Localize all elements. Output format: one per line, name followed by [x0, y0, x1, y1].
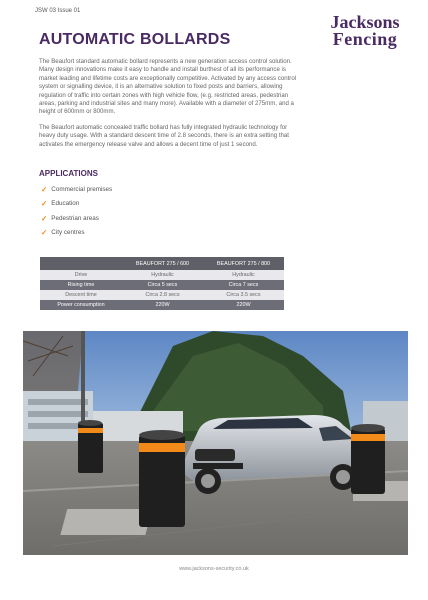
bollards-photo [23, 331, 408, 555]
hydraulic-paragraph: The Beaufort automatic concealed traffic bollard has fully integrated hydraulic technology for heavy duty usage. With a standard descent time of 2.8 seconds, there is an extra setting that activates the emergency release valve and allows a decent time of just 1 second. [39, 124, 289, 148]
intro-paragraph: The Beaufort standard automatic bollard represents a new generation access control solution. Many design innovations make it easy to handle and install burthest of all its performance is market leading and lifetime costs are exceptionally competitive. Activated by any access control system or signalling device, it is an alternative solution to fixed posts and barriers, allowing regulation of traffic into certain zones with high vehicle flow, (e.g. restricted areas, pedestrian areas, parking and industrial sites and many more). Available with a diameter of 275mm, and a height of 600mm or 800mm. [39, 58, 297, 116]
table-header-cell: BEAUFORT 275 / 600 [122, 257, 203, 270]
jacksons-fencing-logo [322, 14, 408, 48]
logo-line-1: Jacksons [330, 12, 400, 32]
list-item: ✓ Education [41, 199, 80, 209]
list-item: ✓ City centres [41, 228, 85, 238]
checkmark-icon: ✓ [41, 228, 48, 238]
applications-heading: APPLICATIONS [39, 169, 98, 178]
spec-table [40, 257, 284, 310]
table-header-row [40, 257, 284, 270]
table-cell: Circa 2.8 secs [122, 290, 203, 300]
table-row [40, 280, 284, 290]
applications-list [41, 182, 112, 240]
table-cell: 220W [203, 300, 284, 310]
table-cell: Circa 3.5 secs [203, 290, 284, 300]
page-title: AUTOMATIC BOLLARDS [39, 31, 231, 48]
issue-number: JSW 03 Issue 01 [35, 8, 81, 14]
checkmark-icon: ✓ [41, 213, 48, 223]
checkmark-icon: ✓ [41, 199, 48, 209]
table-cell: Circa 7 secs [203, 280, 284, 290]
table-cell: 220W [122, 300, 203, 310]
logo-line-2: Fencing [332, 29, 398, 49]
checkmark-icon: ✓ [41, 184, 48, 194]
table-header-cell [40, 257, 122, 270]
table-row [40, 300, 284, 310]
table-row [40, 270, 284, 280]
table-row [40, 290, 284, 300]
table-header-cell: BEAUFORT 275 / 800 [203, 257, 284, 270]
table-cell: Hydraulic [203, 270, 284, 280]
list-item: ✓ Pedestrian areas [41, 213, 99, 223]
table-cell: Circa 5 secs [122, 280, 203, 290]
table-row-label: Rising time [40, 280, 122, 290]
table-row-label: Drive [40, 270, 122, 280]
list-item: ✓ Commercial premises [41, 184, 113, 194]
table-cell: Hydraulic [122, 270, 203, 280]
table-row-label: Descent time [40, 290, 122, 300]
footer-url: www.jacksons-security.co.uk [179, 566, 249, 572]
table-row-label: Power consumption [40, 300, 122, 310]
